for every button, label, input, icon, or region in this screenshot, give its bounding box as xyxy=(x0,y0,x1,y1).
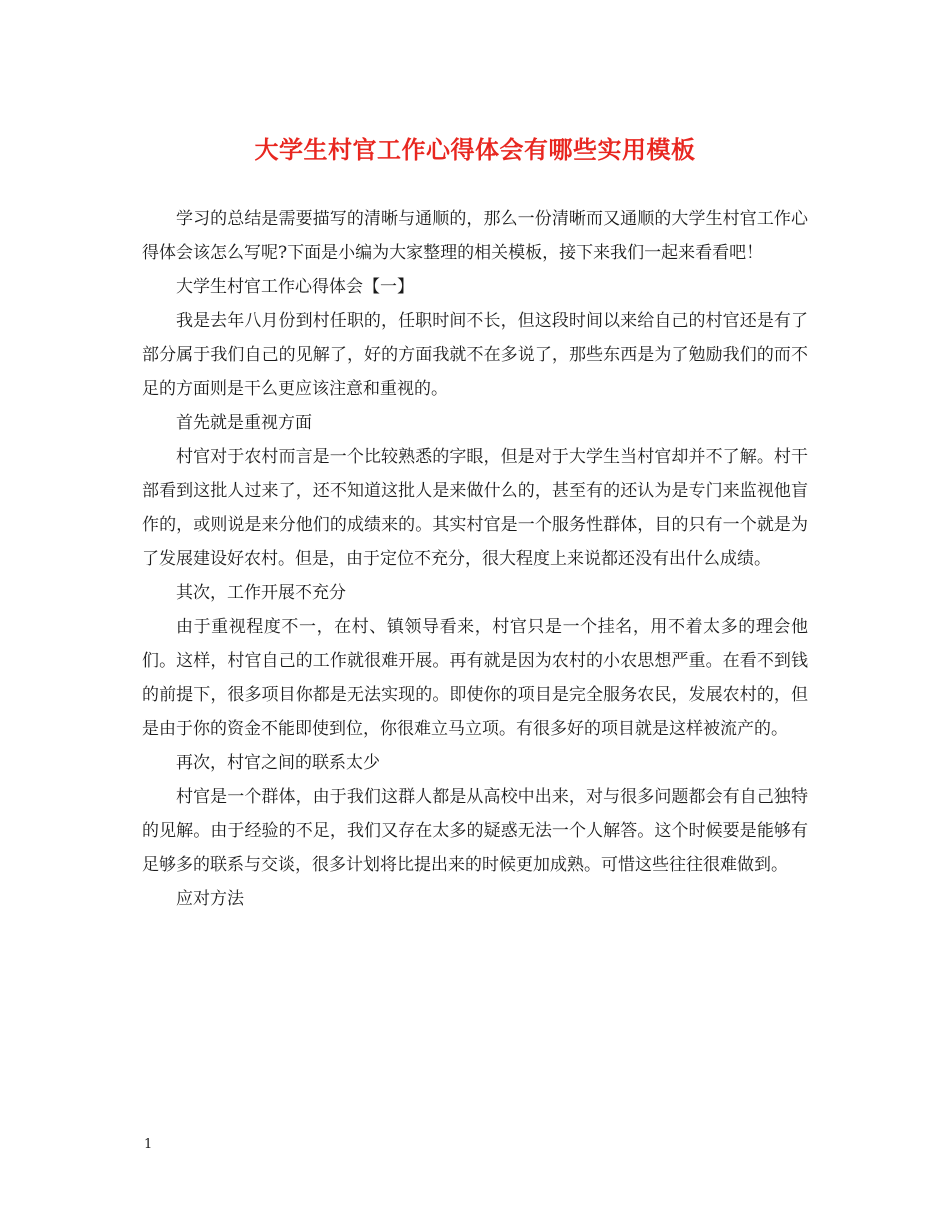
subheading-work-progress: 其次，工作开展不充分 xyxy=(176,583,346,603)
intro-paragraph: 学习的总结是需要描写的清晰与通顺的，那么一份清晰而又通顺的大学生村官工作心得体会该怎么写呢?下面是小编为大家整理的相关模板，接下来我们一起来看看吧！ xyxy=(142,209,808,263)
document-title: 大学生村官工作心得体会有哪些实用模板 xyxy=(254,135,696,164)
body-paragraph: 由于重视程度不一，在村、镇领导看来，村官只是一个挂名，用不着太多的理会他们。这样，村官自己的工作就很难开展。再有就是因为农村的小农思想严重。在看不到钱的前提下，很多项目你都是无法实现的。即使你的项目是完全服务农民，发展农村的，但是由于你的资金不能即使到位，你很难立马立项。有很多好的项目就是这样被流产的。 xyxy=(142,617,808,739)
section-heading-one: 大学生村官工作心得体会【一】 xyxy=(176,277,414,297)
body-paragraph: 我是去年八月份到村任职的，任职时间不长，但这段时间以来给自己的村官还是有了部分属于我们自己的见解了，好的方面我就不在多说了，那些东西是为了勉励我们的而不足的方面则是干么更应该注意和重视的。 xyxy=(142,311,808,399)
subheading-communication: 再次，村官之间的联系太少 xyxy=(176,753,380,773)
document-body xyxy=(142,202,808,916)
page-number: 1 xyxy=(144,1137,153,1152)
body-paragraph: 村官对于农村而言是一个比较熟悉的字眼，但是对于大学生当村官却并不了解。村干部看到这批人过来了，还不知道这批人是来做什么的，甚至有的还认为是专门来监视他盲作的，或则说是来分他们的成绩来的。其实村官是一个服务性群体，目的只有一个就是为了发展建设好农村。但是，由于定位不充分，很大程度上来说都还没有出什么成绩。 xyxy=(142,447,808,569)
subheading-solutions: 应对方法 xyxy=(176,889,244,909)
subheading-importance: 首先就是重视方面 xyxy=(176,413,312,433)
body-paragraph: 村官是一个群体，由于我们这群人都是从高校中出来，对与很多问题都会有自己独特的见解。由于经验的不足，我们又存在太多的疑惑无法一个人解答。这个时候要是能够有足够多的联系与交谈，很多计划将比提出来的时候更加成熟。可惜这些往往很难做到。 xyxy=(142,787,808,875)
